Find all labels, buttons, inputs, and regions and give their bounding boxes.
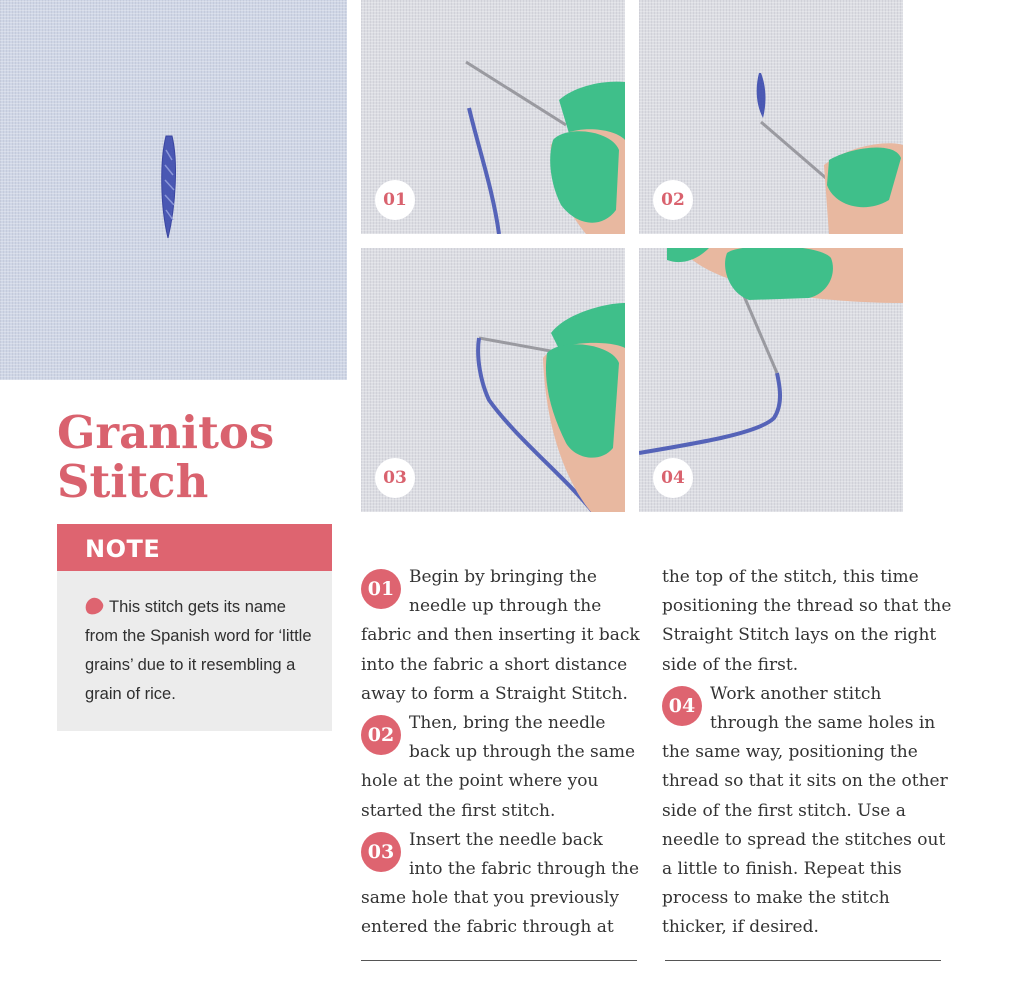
step-text: Begin by bringing the needle up through the fabric and then inserting it back into the fabric a short distance away to form a Straight Stitch.	[361, 567, 640, 704]
step-photo-label: 02	[653, 180, 693, 220]
step-number-badge: 02	[361, 715, 401, 755]
step-number-badge: 01	[361, 569, 401, 609]
bullet-icon	[82, 595, 105, 617]
step-photo-label: 03	[375, 458, 415, 498]
title-line-2: Stitch	[57, 455, 209, 508]
divider	[665, 960, 941, 961]
step-photo-1	[361, 0, 625, 234]
step-number-badge: 03	[361, 832, 401, 872]
step-photo-4	[639, 248, 903, 512]
step-1	[361, 563, 641, 709]
page-title	[57, 408, 347, 506]
title-line-1: Granitos	[57, 406, 275, 459]
step-photo-2	[639, 0, 903, 234]
step-3-continued: the top of the stitch, this time positioning the thread so that the Straight Stitch lays on the right side of the first.	[662, 567, 952, 675]
step-text: Work another stitch through the same holes in the same way, positioning the thread so that it sits on the other side of the first stitch. Use a needle to spread the stitches out a little to finish. Repeat this process to make the stitch thicker, if desired.	[662, 683, 948, 938]
instructions-column-left	[361, 563, 641, 943]
step-2	[361, 709, 641, 826]
granitos-stitch-illustration	[0, 0, 347, 380]
step-text: Then, bring the needle back up through the same hole at the point where you started the first stitch.	[361, 713, 636, 821]
step-photo-3	[361, 248, 625, 512]
step-text: Insert the needle back into the fabric through the same hole that you previously entered the fabric through at	[361, 829, 640, 938]
step-photo-label: 01	[375, 180, 415, 220]
step-number-badge: 04	[662, 686, 702, 726]
step-photo-label: 04	[653, 458, 693, 498]
divider	[361, 960, 637, 961]
note-heading: NOTE	[57, 524, 332, 571]
note-text: This stitch gets its name from the Spanish word for ‘little grains’ due to it resembling a grain of rice.	[85, 598, 312, 703]
instructions-column-right	[662, 563, 952, 943]
main-stitch-photo	[0, 0, 347, 380]
step-4	[662, 680, 952, 943]
step-3	[361, 826, 641, 943]
note-body	[57, 571, 332, 709]
note-box	[57, 524, 332, 731]
